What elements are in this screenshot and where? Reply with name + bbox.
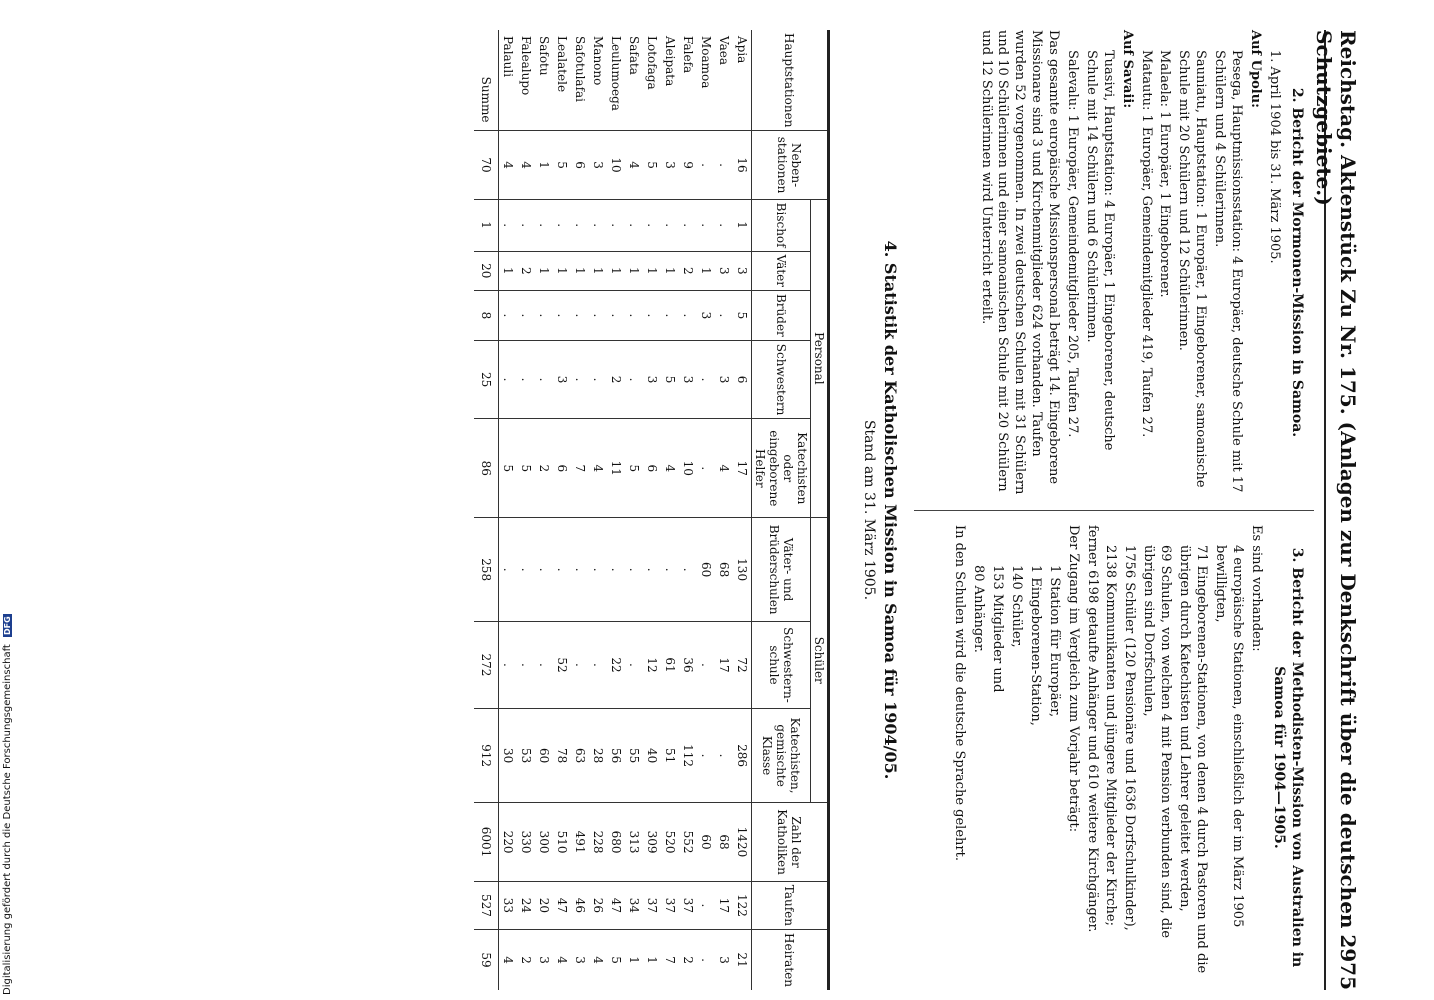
table-cell: 7 (571, 419, 589, 518)
col-header-vaeterschulen: Väter- und Brüderschulen (752, 518, 811, 622)
methodist-heading: 3. Bericht der Methodisten-Mission von Australien in Samoa für 1904—1905. (1270, 547, 1305, 968)
table-cell: . (517, 340, 535, 419)
table-cell: 40 (643, 708, 661, 802)
station-name: Apia (735, 36, 749, 64)
col-header-schwesternschule: Schwestern-schule (752, 622, 811, 709)
table-cell: . (697, 622, 715, 709)
station-name: Palauli (501, 36, 515, 78)
table-cell: 1 (625, 930, 643, 990)
methodist-ferner: ferner 6198 getaufte Anhänger und 610 weitere Kirchgänger. (1084, 525, 1100, 933)
table-cell: . (499, 622, 518, 709)
col-header-vaeter: Väter (752, 251, 811, 290)
table-cell: . (571, 518, 589, 622)
table-cell: 33 (499, 881, 518, 929)
table-row (697, 30, 715, 990)
table-cell: 3 (715, 930, 733, 990)
table-cell: 34 (625, 881, 643, 929)
table-row (571, 30, 589, 990)
table-row (535, 30, 553, 990)
table-cell: 37 (661, 881, 679, 929)
station-name: Falefa (681, 36, 695, 74)
table-cell: 1 (535, 131, 553, 199)
table-cell: 61 (661, 622, 679, 709)
col-group-schueler: Schüler (811, 518, 829, 803)
table-cell: . (697, 881, 715, 929)
table-cell: 10 (679, 419, 697, 518)
table-cell: 5 (661, 340, 679, 419)
table-cell: . (499, 518, 518, 622)
table-cell: 22 (607, 622, 625, 709)
table-cell: 60 (535, 708, 553, 802)
table-row (607, 30, 625, 990)
table-cell: 5 (499, 419, 518, 518)
methodist-zugang: Der Zugang im Vergleich zum Vorjahr beträgt: (1065, 525, 1081, 833)
upolu-item: Sauniatu, Hauptstation: 1 Europäer, 1 Eingeborener, samoanische Schule mit 20 Schülern und 12 Schülerinnen. (1176, 50, 1209, 488)
zugang-item: 1 Eingeborenen-Station, (1027, 565, 1043, 726)
table-cell: 21 (733, 930, 752, 990)
station-name: Falealupo (519, 36, 533, 96)
table-cell: 5 (733, 290, 752, 340)
table-cell: . (643, 290, 661, 340)
table-cell: 10 (607, 131, 625, 199)
table-cell: 63 (571, 708, 589, 802)
station-name: Vaea (717, 36, 731, 65)
table-cell: . (625, 518, 643, 622)
col-header-schwestern: Schwestern (752, 340, 811, 419)
upolu-label: Auf Upolu: (1247, 30, 1263, 108)
table-cell: 12 (643, 622, 661, 709)
table-cell: 1 (697, 251, 715, 290)
table-cell: 3 (715, 251, 733, 290)
table-cell: 491 (571, 803, 589, 881)
table-row (499, 30, 518, 990)
catholic-heading: 4. Statistik der Katholischen Mission in Samoa für 1904/05. (881, 240, 900, 780)
table-cell: 86 (474, 419, 499, 518)
mormon-heading: 2. Bericht der Mormonen-Mission in Samoa. (1289, 87, 1305, 438)
table-cell: 47 (607, 881, 625, 929)
table-cell: 3 (679, 340, 697, 419)
table-cell: . (697, 708, 715, 802)
table-cell: . (535, 199, 553, 251)
zugang-item: 1 Station für Europäer, (1046, 565, 1062, 718)
table-cell: 5 (517, 419, 535, 518)
table-cell: 5 (643, 131, 661, 199)
table-cell: 60 (697, 803, 715, 881)
table-cell: 6 (733, 340, 752, 419)
methodist-closing: In den Schulen wird die deutsche Sprache gelehrt. (952, 525, 968, 861)
table-cell: 1 (643, 930, 661, 990)
table-cell: 1 (733, 199, 752, 251)
table-cell: 2 (517, 930, 535, 990)
table-row (679, 30, 697, 990)
table-cell: . (571, 199, 589, 251)
table-cell: . (679, 199, 697, 251)
table-cell: 4 (517, 131, 535, 199)
table-cell: . (535, 518, 553, 622)
table-cell: 53 (517, 708, 535, 802)
table-cell: 510 (553, 803, 571, 881)
station-name: Manono (591, 36, 605, 86)
credit-text: Digitalisierung gefördert durch die Deutsche Forschungsgemeinschaft (2, 644, 13, 995)
table-cell: . (661, 518, 679, 622)
col-header-heiraten: Heiraten (752, 930, 829, 990)
table-cell: . (661, 199, 679, 251)
document-page (50, 30, 1370, 990)
table-cell: 8 (474, 290, 499, 340)
table-cell: . (571, 340, 589, 419)
col-group-personal: Personal (811, 199, 829, 518)
table-cell: 3 (589, 131, 607, 199)
table-cell: . (607, 518, 625, 622)
table-cell: 3 (733, 251, 752, 290)
table-cell: 552 (679, 803, 697, 881)
table-cell: . (679, 518, 697, 622)
table-cell: 258 (474, 518, 499, 622)
table-cell: 2 (535, 419, 553, 518)
table-cell: 130 (733, 518, 752, 622)
mormon-period: 1. April 1904 bis 31. März 1905. (1266, 50, 1282, 264)
table-cell: 17 (733, 419, 752, 518)
table-cell: 20 (474, 251, 499, 290)
table-cell: . (715, 199, 733, 251)
methodist-item: 1756 Schüler (120 Pensionäre und 1636 Dorfschulkinder), (1122, 545, 1138, 931)
table-cell: 9 (679, 131, 697, 199)
table-cell: . (697, 199, 715, 251)
upolu-item: Matautu: 1 Europäer, Gemeindemitglieder 419, Taufen 27. (1138, 50, 1154, 438)
methodist-item: 4 europäische Stationen, einschließlich der im März 1905 bewilligten, (1212, 545, 1245, 928)
upolu-item: Pesega, Hauptmissionsstation: 4 Europäer, deutsche Schule mit 17 Schülern und 4 Schülerinnen. (1212, 50, 1245, 493)
methodist-item: 71 Eingeborenen-Stationen, von denen 4 durch Pastoren und die übrigen durch Katechisten und Lehrer geleitet werden, (1177, 545, 1209, 974)
table-cell: . (499, 340, 518, 419)
table-cell: 4 (589, 419, 607, 518)
catholic-subheading: Stand am 31. März 1905. (861, 419, 877, 601)
col-header-katholiken: Zahl der Katholiken (752, 803, 829, 881)
table-cell: 3 (643, 340, 661, 419)
table-cell: 4 (661, 419, 679, 518)
table-cell: 300 (535, 803, 553, 881)
table-cell: . (679, 290, 697, 340)
table-cell: 7 (661, 930, 679, 990)
table-cell: . (715, 131, 733, 199)
table-cell: . (535, 622, 553, 709)
table-cell: 20 (535, 881, 553, 929)
table-cell: 2 (679, 930, 697, 990)
dfg-logo: DFG (3, 616, 12, 635)
table-cell: 11 (607, 419, 625, 518)
table-cell: 68 (715, 518, 733, 622)
table-cell: 46 (571, 881, 589, 929)
table-cell: 1 (661, 251, 679, 290)
table-cell: 6001 (474, 803, 499, 881)
zugang-item: 140 Schüler, (1009, 565, 1025, 648)
table-cell: 72 (733, 622, 752, 709)
station-name: Lealatele (555, 36, 569, 93)
table-cell: 4 (589, 930, 607, 990)
column-divider (914, 510, 1314, 511)
table-cell: . (535, 340, 553, 419)
table-cell: 3 (697, 290, 715, 340)
table-cell: 51 (661, 708, 679, 802)
table-cell: 56 (607, 708, 625, 802)
table-cell: 680 (607, 803, 625, 881)
col-header-gemischte-klasse: Katechisten, gemischte Klasse (752, 708, 811, 802)
header-title: Reichstag. Aktenstück Zu Nr. 175. (Anlagen zur Denkschrift über die deutschen Schutzgebiete.) (1312, 30, 1360, 929)
table-cell: 17 (715, 622, 733, 709)
table-row (715, 30, 733, 990)
table-cell: 68 (715, 803, 733, 881)
summary-row (474, 30, 499, 990)
section-mormon (975, 30, 1310, 495)
table-cell: . (517, 622, 535, 709)
table-cell: . (553, 290, 571, 340)
table-cell: 3 (553, 340, 571, 419)
table-cell: 1 (535, 251, 553, 290)
table-cell: . (661, 290, 679, 340)
table-cell: . (643, 199, 661, 251)
table-cell: 17 (715, 881, 733, 929)
table-cell: . (499, 290, 518, 340)
table-cell: 4 (625, 131, 643, 199)
table-cell: 3 (715, 340, 733, 419)
table-cell: 28 (589, 708, 607, 802)
table-cell: 37 (679, 881, 697, 929)
savaii-item: Tuasivi, Hauptstation: 4 Europäer, 1 Eingeborener, deutsche Schule mit 14 Schülern und 6 Schülerinnen. (1083, 50, 1116, 451)
station-name: Moamoa (699, 36, 713, 89)
table-row (517, 30, 535, 990)
table-cell: . (553, 518, 571, 622)
section-methodist (948, 525, 1310, 990)
table-cell: 6 (571, 131, 589, 199)
table-cell: . (553, 199, 571, 251)
table-cell: . (499, 199, 518, 251)
table-cell: . (643, 518, 661, 622)
table-cell: 3 (571, 930, 589, 990)
table-cell: 52 (553, 622, 571, 709)
table-cell: . (517, 518, 535, 622)
table-cell: 70 (474, 131, 499, 199)
table-cell: 1 (571, 251, 589, 290)
table-cell: . (697, 419, 715, 518)
col-header-katechisten: Katechisten oder eingeborene Helfer (752, 419, 811, 518)
section-catholic (861, 30, 900, 990)
table-cell: 286 (733, 708, 752, 802)
table-cell: 112 (679, 708, 697, 802)
mormon-summary: Das gesamte europäische Missionspersonal beträgt 14. Eingeborene Missionare sind 3 und Kirchenmitglieder 624 vorhanden. Taufen wurden 52 vorgenommen. In zwei deutschen Schulen mit 31 Schülern und 10 Schülerinnen und einer samoanischen Schule mit 20 Schülern und 12 Schülerinnen wird Unterricht erteilt. (978, 30, 1062, 495)
table-cell: . (625, 622, 643, 709)
table-cell: 25 (474, 340, 499, 419)
table-cell: . (625, 199, 643, 251)
table-cell: 59 (474, 930, 499, 990)
table-cell: 4 (499, 930, 518, 990)
table-cell: 228 (589, 803, 607, 881)
methodist-item: 69 Schulen, von welchen 4 mit Pension verbunden sind, die übrigen sind Dorfschulen, (1141, 545, 1174, 939)
table-cell: . (589, 622, 607, 709)
table-cell: 36 (679, 622, 697, 709)
table-cell: 5 (553, 131, 571, 199)
station-name: Leulumoega (609, 36, 623, 111)
table-cell: 55 (625, 708, 643, 802)
table-row (553, 30, 571, 990)
table-cell: . (607, 290, 625, 340)
table-cell: 309 (643, 803, 661, 881)
table-cell: . (625, 340, 643, 419)
table-cell: 1 (607, 251, 625, 290)
table-cell: 1 (499, 251, 518, 290)
page-header (1312, 30, 1370, 990)
table-cell: 5 (607, 930, 625, 990)
table-cell: 5 (625, 419, 643, 518)
table-cell: 520 (661, 803, 679, 881)
table-cell: 220 (499, 803, 518, 881)
table-cell: 37 (643, 881, 661, 929)
station-name: Safotu (537, 36, 551, 76)
col-header-taufen: Taufen (752, 881, 829, 929)
zugang-item: 80 Anhänger. (971, 565, 987, 653)
digitization-credit (0, 0, 22, 1000)
table-cell: . (571, 622, 589, 709)
page-number: 2975 (1336, 934, 1360, 990)
table-row (661, 30, 679, 990)
col-header-brueder: Brüder (752, 290, 811, 340)
station-name: Safotulafai (573, 36, 587, 103)
table-cell: 313 (625, 803, 643, 881)
table-cell: 30 (499, 708, 518, 802)
table-cell: 3 (535, 930, 553, 990)
table-cell: 6 (643, 419, 661, 518)
table-cell: 2 (679, 251, 697, 290)
table-cell: . (697, 930, 715, 990)
table-cell: 1 (625, 251, 643, 290)
savaii-item: Salevalu: 1 Europäer, Gemeindemitglieder 205, Taufen 27. (1065, 50, 1081, 438)
catholic-statistics-table (474, 30, 830, 990)
table-cell: 2 (517, 251, 535, 290)
methodist-item: 2138 Kommunikanten und jüngere Mitglieder der Kirche; (1103, 545, 1119, 926)
table-cell: . (697, 131, 715, 199)
table-cell: . (589, 340, 607, 419)
station-name: Lotofaga (645, 36, 659, 90)
summary-label: Summe (474, 30, 499, 131)
table-row (643, 30, 661, 990)
upolu-item: Malaela: 1 Europäer, 1 Eingeborener. (1157, 50, 1173, 298)
table-cell: 1420 (733, 803, 752, 881)
table-cell: . (517, 199, 535, 251)
station-name: Safata (627, 36, 641, 75)
table-cell: 1 (553, 251, 571, 290)
table-cell: 6 (553, 419, 571, 518)
methodist-intro: Es sind vorhanden: (1248, 525, 1264, 652)
table-cell: . (625, 290, 643, 340)
station-name: Aleipata (663, 36, 677, 87)
table-cell: . (517, 290, 535, 340)
table-row (625, 30, 643, 990)
table-cell: . (535, 290, 553, 340)
savaii-label: Auf Savaii: (1119, 30, 1135, 109)
table-cell: 26 (589, 881, 607, 929)
col-header-bischof: Bischof (752, 199, 811, 251)
table-row (589, 30, 607, 990)
table-cell: 4 (499, 131, 518, 199)
table-cell: . (697, 340, 715, 419)
table-cell: 330 (517, 803, 535, 881)
table-cell: 4 (715, 419, 733, 518)
table-cell: 1 (643, 251, 661, 290)
table-cell: . (715, 290, 733, 340)
col-header-nebenstationen: Neben-stationen (752, 131, 829, 199)
table-row (733, 30, 752, 990)
table-cell: 1 (589, 251, 607, 290)
table-cell: 60 (697, 518, 715, 622)
table-cell: . (607, 199, 625, 251)
table-cell: . (571, 290, 589, 340)
table-cell: 24 (517, 881, 535, 929)
table-cell: 2 (607, 340, 625, 419)
table-cell: 4 (553, 930, 571, 990)
table-cell: . (589, 290, 607, 340)
col-header-hauptstationen: Hauptstationen (752, 30, 829, 131)
table-cell: 527 (474, 881, 499, 929)
table-cell: 1 (474, 199, 499, 251)
table-cell: . (715, 708, 733, 802)
table-cell: 912 (474, 708, 499, 802)
table-cell: 272 (474, 622, 499, 709)
table-cell: 47 (553, 881, 571, 929)
table-cell: . (589, 199, 607, 251)
table-cell: 122 (733, 881, 752, 929)
zugang-item: 153 Mitglieder und (990, 565, 1006, 693)
table-cell: . (589, 518, 607, 622)
table-cell: 78 (553, 708, 571, 802)
table-cell: 16 (733, 131, 752, 199)
table-cell: 3 (661, 131, 679, 199)
